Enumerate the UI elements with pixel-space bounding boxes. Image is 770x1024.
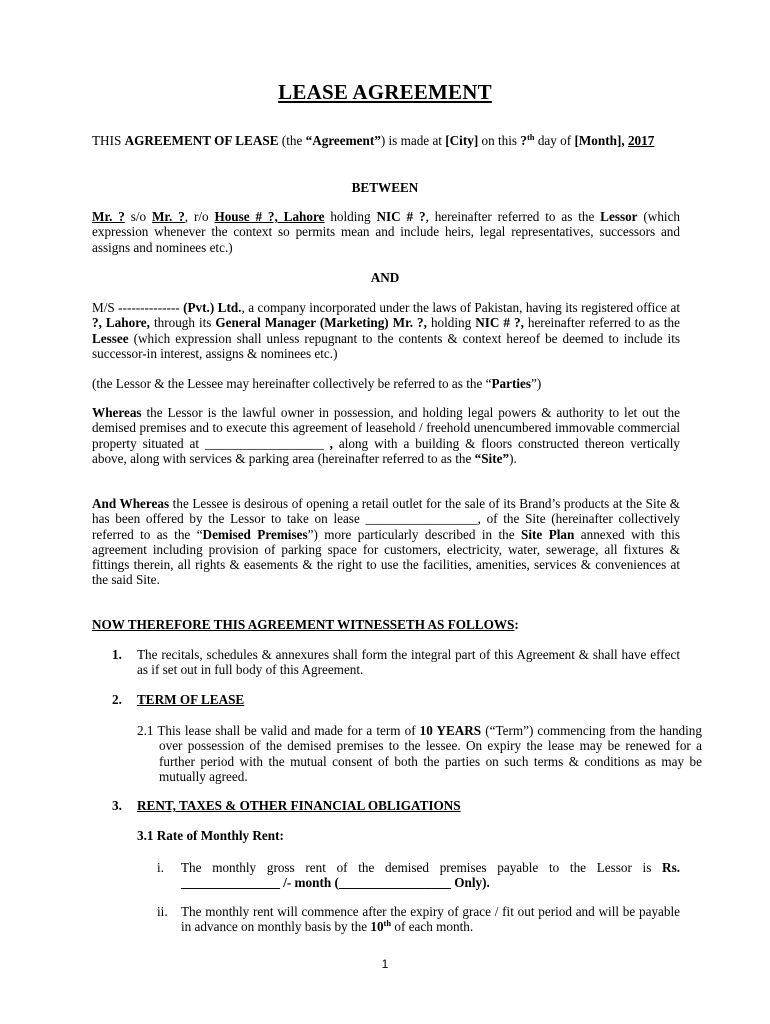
- clause-3: [112, 798, 680, 813]
- witnesseth-heading: NOW THEREFORE THIS AGREEMENT WITNESSETH AS FOLLOWS:: [92, 617, 519, 632]
- lessor-paragraph: Mr. ? s/o Mr. ?, r/o House # ?, Lahore holding NIC # ?, hereinafter referred to as the Lessor (which expression whenever the context so permits mean and include heirs, legal representatives, successors and assigns and nominees etc.): [92, 209, 681, 255]
- page-number: 1: [381, 957, 389, 971]
- clause-1-text: The recitals, schedules & annexures shall form the integral part of this Agreement & shall have effect as if set out in full body of this Agreement.: [137, 647, 680, 678]
- document-title: LEASE AGREEMENT: [278, 80, 492, 104]
- clause-3-heading: RENT, TAXES & OTHER FINANCIAL OBLIGATIONS: [137, 798, 461, 813]
- and-whereas-paragraph: And Whereas the Lessee is desirous of opening a retail outlet for the sale of its Brand’s products at the Site & has been offered by the Lessor to take on lease _________________, of the Site (hereinafter collectively referred to as the “Demised Premises”) more particularly described in the Site Plan annexed with this agreement including provision of parking space for customers, electricity, water, sewerage, all fixtures & fittings therein, all rights & easements & the right to use the facilities, amenities, services & conveniences at the said Site.: [92, 496, 681, 588]
- clause-3-1-ii: ii. The monthly rent will commence after the expiry of grace / fit out period and will be payable in advance on monthly basis by the 10th of each month.: [157, 904, 680, 935]
- clause-3-1-heading: 3.1 Rate of Monthly Rent:: [137, 828, 284, 843]
- and-heading: AND: [370, 270, 400, 285]
- clause-3-1-i: i. The monthly gross rent of the demised premises payable to the Lessor is Rs. _______________ /- month (_________________ Only).: [157, 860, 680, 891]
- clause-2-heading: TERM OF LEASE: [137, 692, 245, 707]
- clause-2: [112, 692, 680, 707]
- intro-paragraph: THIS AGREEMENT OF LEASE (the “Agreement”) is made at [City] on this ?$^{th}$ day of [Month], 2017: [92, 132, 655, 148]
- clause-2-1: 2.1 This lease shall be valid and made for a term of 10 YEARS (“Term”) commencing from the handing over possession of the demised premises to the lessee. On expiry the lease may be renewed for a further period with the mutual consent of both the parties on such terms & conditions as may be mutually agreed.: [137, 723, 702, 784]
- lessee-paragraph: M/S -------------- (Pvt.) Ltd., a company incorporated under the laws of Pakistan, having its registered office at ?, Lahore, through its General Manager (Marketing) Mr. ?, holding NIC # ?, hereinafter referred to as the Lessee (which expression shall unless repugnant to the contents & context hereof be deemed to include its successor-in interest, assigns & nominees etc.): [92, 300, 680, 361]
- clause-1: [112, 647, 680, 678]
- parties-paragraph: (the Lessor & the Lessee may hereinafter collectively be referred to as the “Parties”): [92, 376, 542, 391]
- clause-3-number: 3.: [112, 798, 122, 813]
- clause-2-number: 2.: [112, 692, 122, 707]
- clause-1-number: 1.: [112, 647, 122, 662]
- between-heading: BETWEEN: [351, 180, 419, 195]
- whereas-paragraph: Whereas the Lessor is the lawful owner in possession, and holding legal powers & authority to let out the demised premises and to execute this agreement of leasehold / freehold unencumbered immovable commercial property situated at __________________ , along with a building & floors constructed thereon vertically above, along with services & parking area (hereinafter referred to as the “Site”).: [92, 405, 680, 466]
